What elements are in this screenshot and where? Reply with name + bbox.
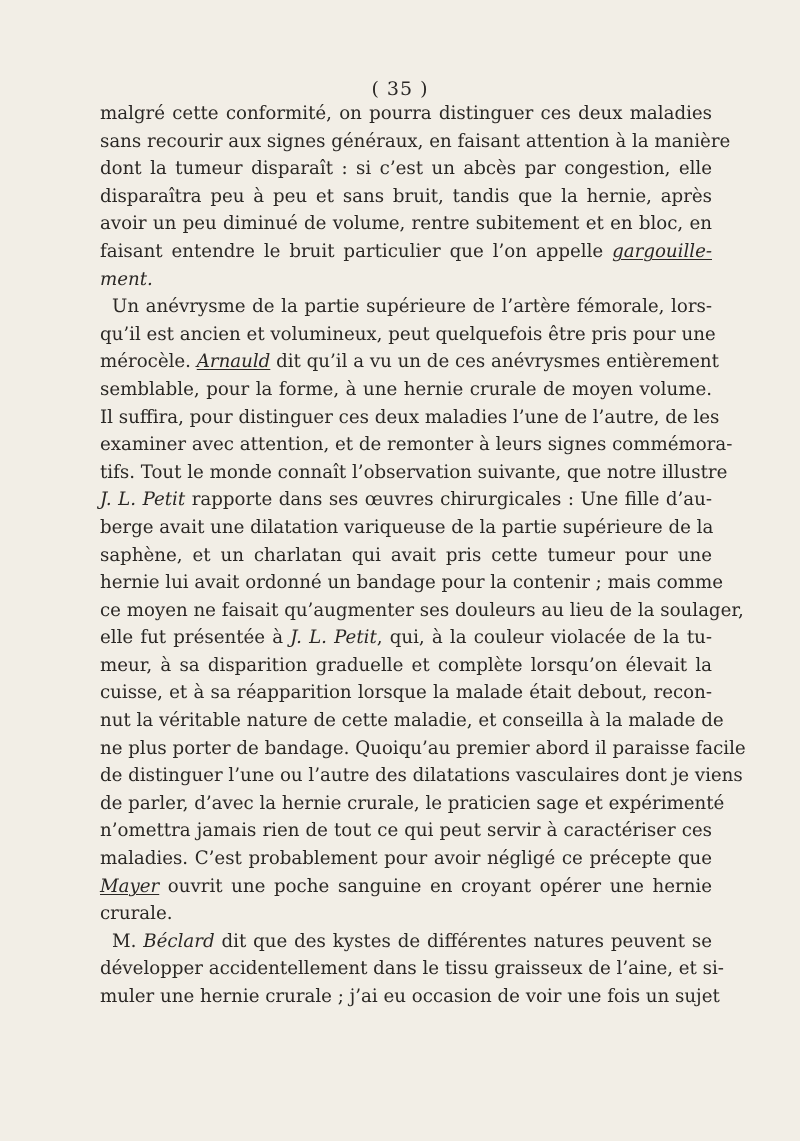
text-line: berge avait une dilatation variqueuse de la partie supérieure de la — [100, 516, 714, 538]
text-line: crurale. — [100, 903, 173, 925]
text-line: tifs. Tout le monde connaît l’observation suivante, que notre illustre — [100, 461, 728, 483]
author-name-beclard: Béclard — [143, 930, 215, 952]
paragraph-start-line — [100, 928, 712, 956]
text-line: avoir un peu diminué de volume, rentre subitement et en bloc, en — [100, 213, 712, 235]
text-line: ne plus porter de bandage. Quoiqu’au premier abord il paraisse facile — [100, 737, 746, 759]
text-line: disparaîtra peu à peu et sans bruit, tandis que la hernie, après — [100, 185, 712, 207]
text-line: sans recourir aux signes généraux, en faisant attention à la manière — [100, 130, 731, 152]
italic-term-ment: ment. — [100, 268, 153, 290]
body-text — [100, 100, 746, 1011]
text-line: développer accidentellement dans le tissu graisseux de l’aine, et si- — [100, 958, 724, 980]
text-span: elle fut présentée à — [100, 627, 291, 649]
text-line: hernie lui avait ordonné un bandage pour la contenir ; mais comme — [100, 572, 724, 594]
text-line: muler une hernie crurale ; j’ai eu occasion de voir une fois un sujet — [100, 986, 720, 1007]
page-number: ( 35 ) — [371, 78, 429, 100]
text-line: de distinguer l’une ou l’autre des dilatations vasculaires dont je viens — [100, 765, 743, 787]
text-line: qu’il est ancien et volumineux, peut quelquefois être pris pour une — [100, 323, 716, 345]
text-line: meur, à sa disparition graduelle et complète lorsqu’on élevait la — [100, 654, 712, 676]
text-span: dit qu’il a vu un de ces anévrysmes entièrement — [270, 351, 719, 373]
text-span: M. — [112, 930, 144, 952]
text-line: saphène, et un charlatan qui avait pris cette tumeur pour une — [100, 544, 712, 566]
text-span: rapporte dans ses œuvres chirurgicales : Une fille d’au- — [185, 489, 712, 511]
italic-term-gargouillement: gargouille- — [612, 240, 712, 262]
text-line — [100, 873, 712, 901]
text-line: dont la tumeur disparaît : si c’est un abcès par congestion, elle — [100, 158, 712, 180]
text-line: n’omettra jamais rien de tout ce qui peut servir à caractériser ces — [100, 820, 712, 842]
author-name-petit: J. L. Petit — [100, 489, 186, 511]
paragraph-start-line: Un anévrysme de la partie supérieure de l’artère fémorale, lors- — [112, 296, 712, 318]
author-name-mayer: Mayer — [100, 875, 160, 897]
text-line — [100, 624, 712, 652]
author-name-petit: J. L. Petit — [290, 627, 377, 649]
text-line: ce moyen ne faisait qu’augmenter ses douleurs au lieu de la soulager, — [100, 599, 744, 621]
text-span: dit que des kystes de différentes natures peuvent se — [214, 930, 713, 952]
text-line: semblable, pour la forme, à une hernie crurale de moyen volume. — [100, 378, 712, 400]
text-line: de parler, d’avec la hernie crurale, le praticien sage et expérimenté — [100, 792, 725, 814]
text-line — [100, 348, 719, 376]
text-line: Il suffira, pour distinguer ces deux maladies l’une de l’autre, de les — [100, 406, 720, 428]
text-line: examiner avec attention, et de remonter à leurs signes commémora- — [100, 434, 733, 456]
text-line: maladies. C’est probablement pour avoir négligé ce précepte que — [100, 848, 712, 870]
text-span: mérocèle. — [100, 351, 197, 373]
text-span: , qui, à la couleur violacée de la tu- — [376, 627, 712, 649]
text-line — [100, 486, 712, 514]
author-name-arnauld: Arnauld — [196, 351, 271, 373]
text-span: faisant entendre le bruit particulier que l’on appelle — [100, 240, 613, 262]
text-line: nut la véritable nature de cette maladie, et conseilla à la malade de — [100, 710, 724, 732]
text-line — [100, 266, 712, 294]
text-line: cuisse, et à sa réapparition lorsque la malade était debout, recon- — [100, 682, 712, 704]
text-span: ouvrit une poche sanguine en croyant opérer une hernie — [159, 875, 712, 897]
text-line — [100, 238, 712, 266]
text-line: malgré cette conformité, on pourra distinguer ces deux maladies — [100, 103, 712, 124]
